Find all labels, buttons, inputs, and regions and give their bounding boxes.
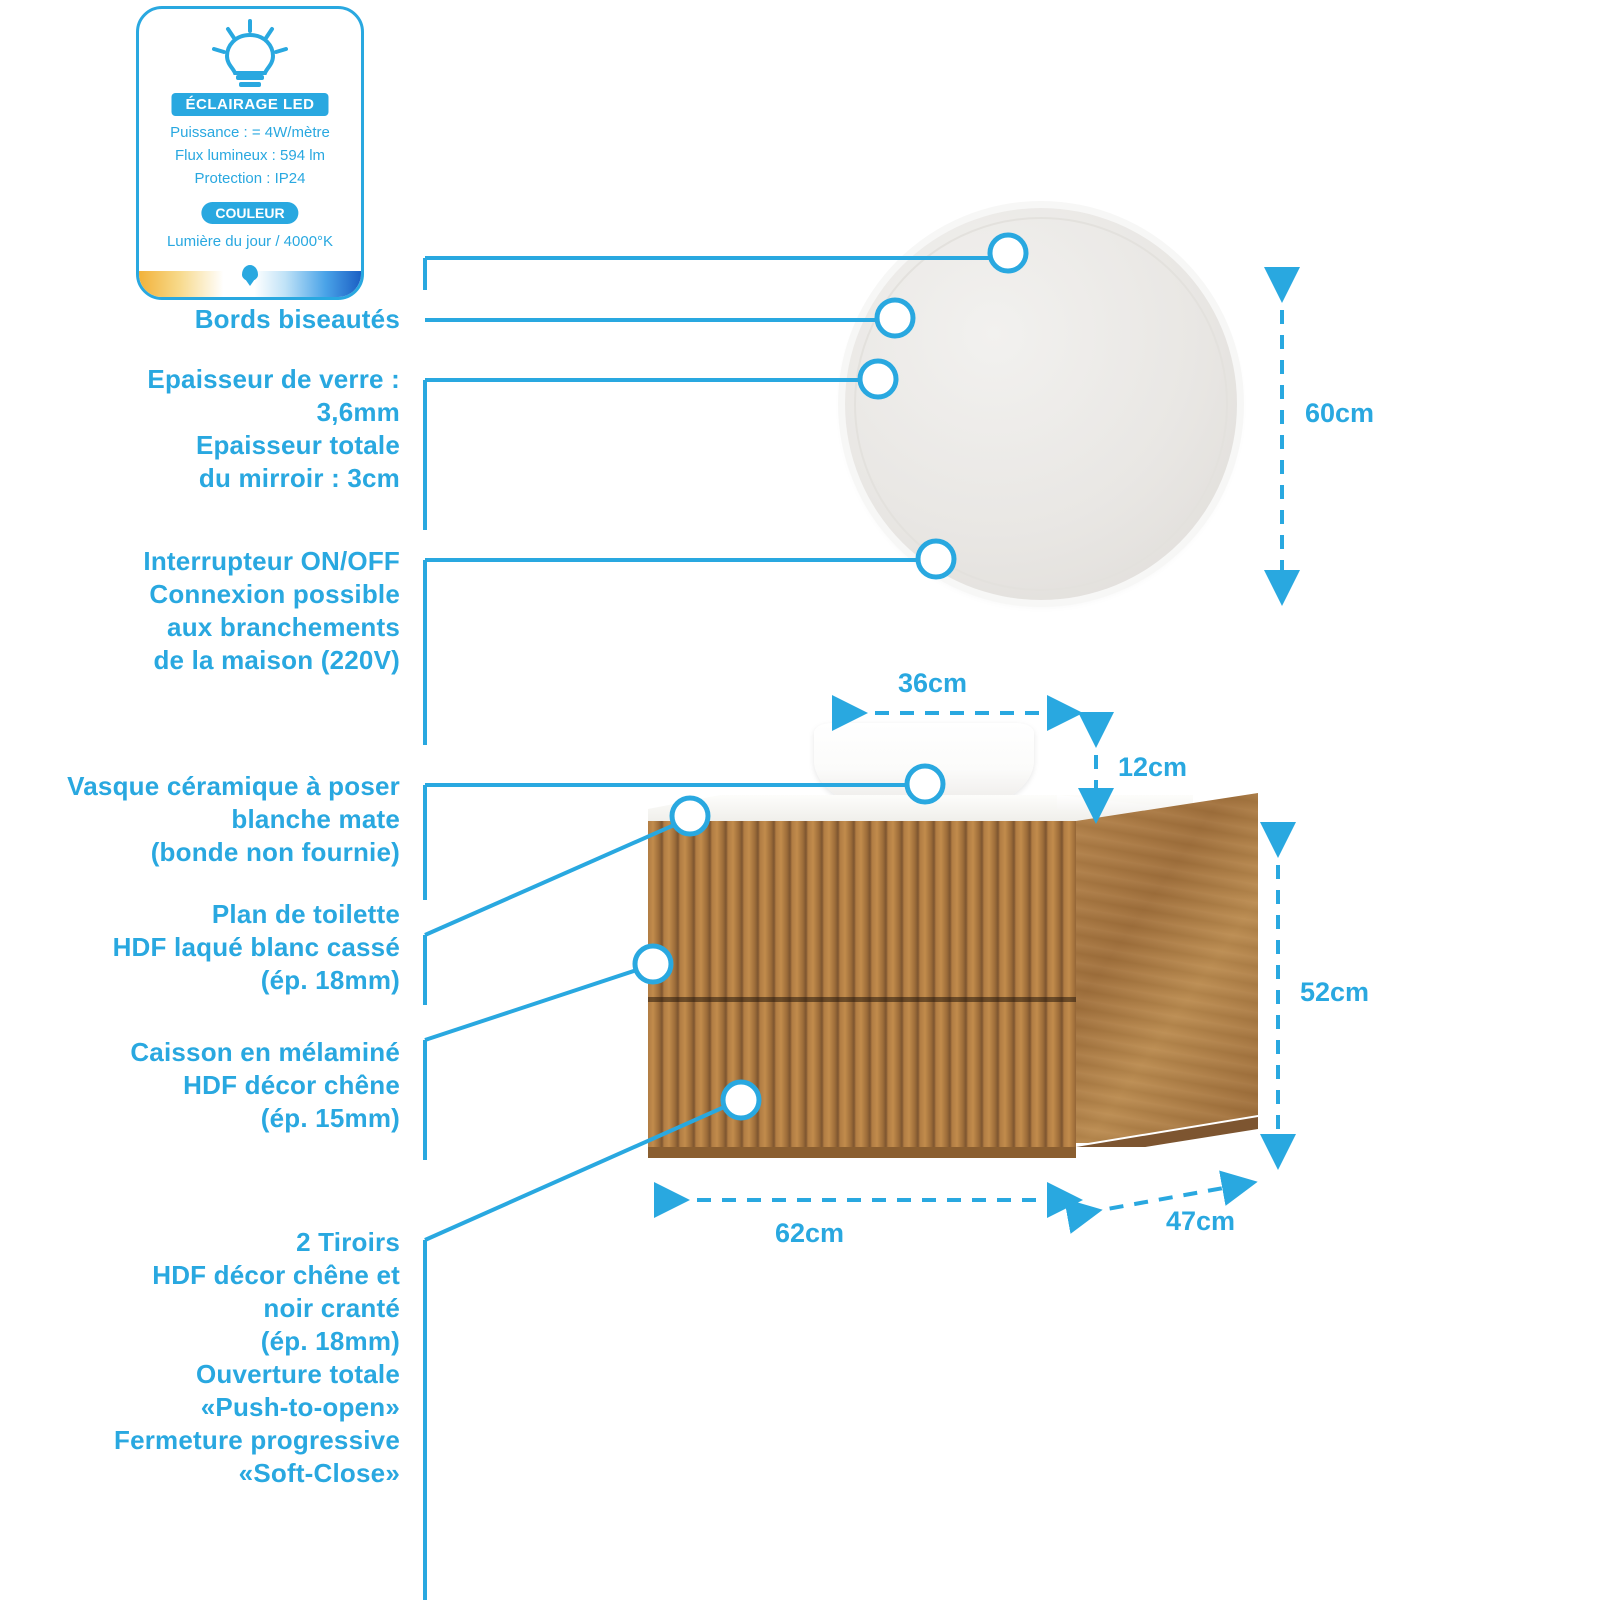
callout-line: Epaisseur de verre : <box>147 364 400 394</box>
dim-basin-width: 36cm <box>898 668 968 698</box>
callout-caisson <box>0 1036 400 1135</box>
led-info-badge <box>136 6 364 300</box>
callout-line: HDF laqué blanc cassé <box>112 932 400 962</box>
callout-line: blanche mate <box>231 804 400 834</box>
led-spec-list <box>139 121 361 190</box>
dim-mirror-height: 60cm <box>1305 398 1375 428</box>
cabinet-bottom-front <box>648 1147 1076 1158</box>
callout-line: «Soft-Close» <box>238 1458 400 1488</box>
callout-line: (ép. 15mm) <box>260 1103 400 1133</box>
callout-line: aux branchements <box>167 612 400 642</box>
callout-line: noir cranté <box>263 1293 400 1323</box>
callout-line: Fermeture progressive <box>114 1425 400 1455</box>
callout-line: Connexion possible <box>149 579 400 609</box>
callout-line: Vasque céramique à poser <box>67 771 400 801</box>
callout-line: (ép. 18mm) <box>260 1326 400 1356</box>
led-spec-power: Puissance : = 4W/mètre <box>170 124 330 141</box>
callout-line: 2 Tiroirs <box>296 1227 400 1257</box>
color-temperature-marker-icon <box>242 265 258 281</box>
dim-cabinet-width: 62cm <box>775 1218 845 1248</box>
led-color-label: COULEUR <box>201 202 298 224</box>
callout-plan-de-toilette <box>0 898 400 997</box>
callout-line: Interrupteur ON/OFF <box>143 546 400 576</box>
vanity-cabinet <box>648 795 1258 1170</box>
callout-line: Plan de toilette <box>211 899 400 929</box>
callout-line: Bords biseautés <box>194 304 400 334</box>
fluted-slats <box>648 821 1076 1147</box>
callout-line: (bonde non fournie) <box>150 837 400 867</box>
callout-line: 3,6mm <box>316 397 400 427</box>
callout-line: Ouverture totale <box>195 1359 400 1389</box>
callout-epaisseur-verre <box>20 363 400 495</box>
drawer-divider <box>648 997 1076 1002</box>
callout-line: «Push-to-open» <box>200 1392 400 1422</box>
led-spec-protection: Protection : IP24 <box>194 170 306 187</box>
led-color-value: Lumière du jour / 4000°K <box>166 233 334 250</box>
led-spec-flux: Flux lumineux : 594 lm <box>174 147 326 164</box>
callout-bords-biseautes <box>20 303 400 336</box>
drawer-fronts <box>648 821 1076 1147</box>
callout-line: HDF décor chêne <box>183 1070 400 1100</box>
dim-basin-height: 12cm <box>1118 752 1188 782</box>
callout-line: HDF décor chêne et <box>152 1260 400 1290</box>
led-title: ÉCLAIRAGE LED <box>171 93 328 116</box>
lightbulb-icon <box>139 19 361 96</box>
round-led-mirror <box>845 208 1237 600</box>
callout-line: (ép. 18mm) <box>260 965 400 995</box>
callout-line: Caisson en mélaminé <box>130 1037 400 1067</box>
callout-line: du mirroir : 3cm <box>198 463 400 493</box>
callout-line: de la maison (220V) <box>153 645 400 675</box>
callout-line: Epaisseur totale <box>195 430 400 460</box>
cabinet-side-panel <box>1076 793 1258 1143</box>
dim-cabinet-height: 52cm <box>1300 977 1370 1007</box>
callout-interrupteur <box>20 545 400 677</box>
dim-cabinet-depth: 47cm <box>1166 1206 1236 1236</box>
callout-vasque <box>0 770 400 869</box>
callout-tiroirs <box>0 1226 400 1490</box>
